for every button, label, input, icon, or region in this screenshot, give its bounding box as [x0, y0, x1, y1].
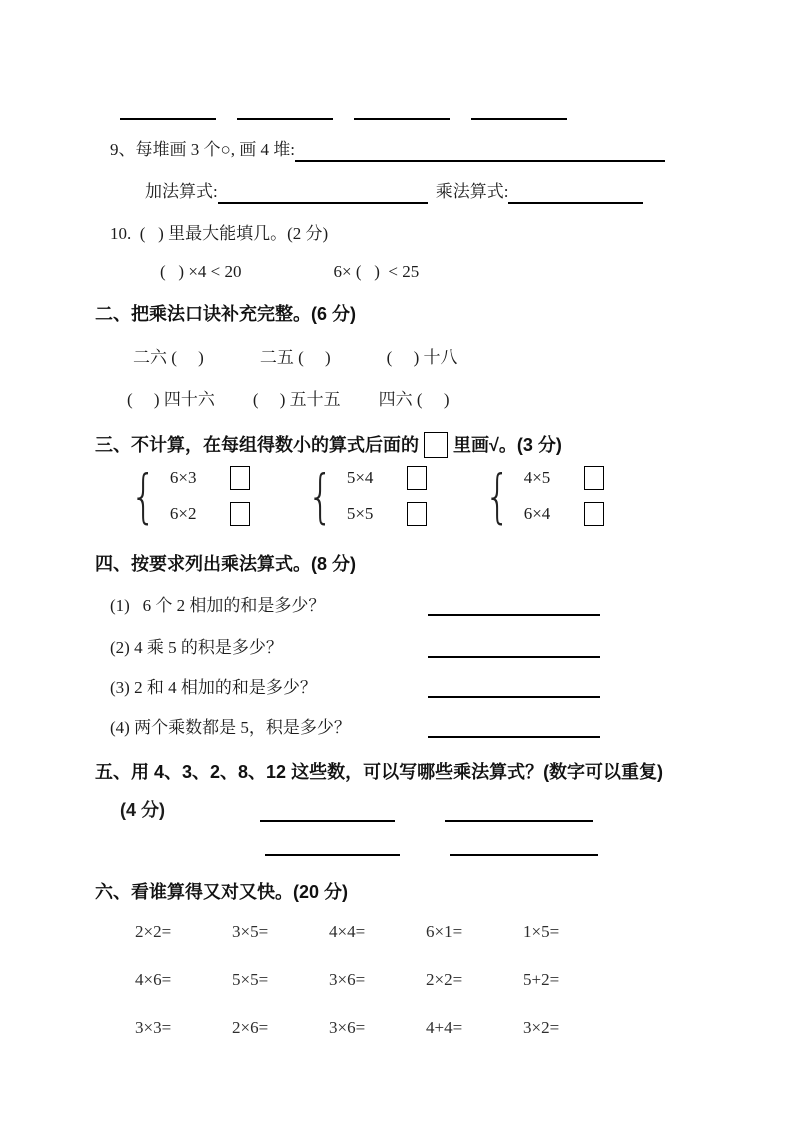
question-9-sub	[145, 180, 765, 204]
section-3-heading	[95, 432, 765, 458]
section-5-blank-row	[265, 834, 765, 858]
inequality-expression: 6× ( ) < 25	[333, 262, 420, 281]
rhyme-blank: 四六 ( )	[378, 390, 450, 409]
rhyme-row-2	[127, 388, 765, 412]
calc-item: 5×5=	[232, 970, 269, 989]
example-checkbox	[424, 432, 448, 458]
rhyme-blank: ( ) 五十五	[252, 390, 341, 409]
word-problem-text: (4) 两个乘数都是 5，积是多少？	[110, 718, 351, 737]
answer-line	[237, 104, 333, 120]
answer-line	[471, 104, 567, 120]
word-problem-text: (3) 2 和 4 相加的和是多少？	[110, 678, 317, 697]
question-10-expressions	[160, 260, 765, 284]
calc-item: 3×3=	[135, 1018, 172, 1037]
calc-item: 4×6=	[135, 970, 172, 989]
calc-item: 1×5=	[523, 922, 560, 941]
section-5-heading: 五、用 4、3、2、8、12 这些数，可以写哪些乘法算式？(数字可以重复)	[95, 762, 664, 782]
inequality-expression: ( ) ×4 < 20	[160, 262, 242, 281]
answer-line	[450, 834, 598, 856]
section-6-heading: 六、看谁算得又对又快。(20 分)	[95, 882, 349, 902]
rhyme-blank: 二五 ( )	[259, 348, 331, 367]
calc-item: 2×2=	[426, 970, 463, 989]
question-10	[110, 222, 765, 246]
comparison-group	[125, 462, 250, 530]
answer-line	[120, 104, 216, 120]
answer-line	[445, 800, 593, 822]
answer-line	[508, 182, 643, 204]
answer-box	[230, 502, 250, 526]
expression: 5×5	[346, 504, 374, 523]
calc-item: 3×6=	[329, 970, 366, 989]
calc-item: 4+4=	[426, 1018, 463, 1037]
answer-box	[584, 466, 604, 490]
expression: 6×2	[169, 504, 197, 523]
word-problem	[110, 636, 765, 660]
top-blank-lines	[120, 104, 765, 118]
answer-box	[407, 466, 427, 490]
expression: 6×4	[523, 504, 551, 523]
comparison-groups	[125, 462, 765, 530]
section-5-score-row	[120, 798, 765, 822]
multiplication-label: 乘法算式:	[435, 182, 509, 201]
word-problem	[110, 676, 765, 700]
answer-line	[428, 716, 600, 738]
question-9-label: 9、每堆画 3 个○, 画 4 堆:	[110, 140, 295, 159]
calc-item: 6×1=	[426, 922, 463, 941]
answer-line	[428, 676, 600, 698]
answer-line	[354, 104, 450, 120]
brace-glyph: {	[307, 462, 334, 530]
calc-item: 2×6=	[232, 1018, 269, 1037]
rhyme-blank: ( ) 十八	[386, 348, 458, 367]
calc-item: 2×2=	[135, 922, 172, 941]
word-problem	[110, 716, 765, 740]
calc-item: 3×5=	[232, 922, 269, 941]
word-problem-text: (2) 4 乘 5 的积是多少？	[110, 638, 283, 657]
word-problem	[110, 594, 765, 618]
answer-box	[584, 502, 604, 526]
answer-line	[428, 636, 600, 658]
answer-box	[230, 466, 250, 490]
question-10-label: 10. ( ) 里最大能填几。(2 分)	[110, 224, 329, 243]
word-problem-text: (1) 6 个 2 相加的和是多少？	[110, 596, 326, 615]
comparison-group	[302, 462, 427, 530]
answer-line	[428, 594, 600, 616]
score-label: (4 分)	[120, 800, 165, 820]
expression: 4×5	[523, 468, 551, 487]
addition-label: 加法算式:	[145, 182, 218, 201]
section-4-heading: 四、按要求列出乘法算式。(8 分)	[95, 554, 356, 574]
answer-box	[407, 502, 427, 526]
brace-glyph: {	[130, 462, 157, 530]
calc-item: 5+2=	[523, 970, 560, 989]
rhyme-row-1	[133, 346, 765, 370]
calc-item: 3×2=	[523, 1018, 560, 1037]
calculation-grid	[135, 920, 765, 1040]
answer-line	[265, 834, 400, 856]
calc-item: 3×6=	[329, 1018, 366, 1037]
question-9	[110, 138, 665, 162]
rhyme-blank: ( ) 四十六	[127, 390, 215, 409]
calc-item: 4×4=	[329, 922, 366, 941]
section-3-heading-pre: 三、不计算，在每组得数小的算式后面的	[95, 435, 419, 455]
brace-glyph: {	[484, 462, 511, 530]
rhyme-blank: 二六 ( )	[133, 348, 204, 367]
answer-line	[218, 182, 428, 204]
expression: 6×3	[169, 468, 197, 487]
answer-line	[295, 140, 665, 162]
comparison-group	[479, 462, 604, 530]
expression: 5×4	[346, 468, 374, 487]
section-3-heading-post: 里画√。(3 分)	[453, 435, 562, 455]
answer-line	[260, 800, 395, 822]
section-2-heading: 二、把乘法口诀补充完整。(6 分)	[95, 304, 356, 324]
